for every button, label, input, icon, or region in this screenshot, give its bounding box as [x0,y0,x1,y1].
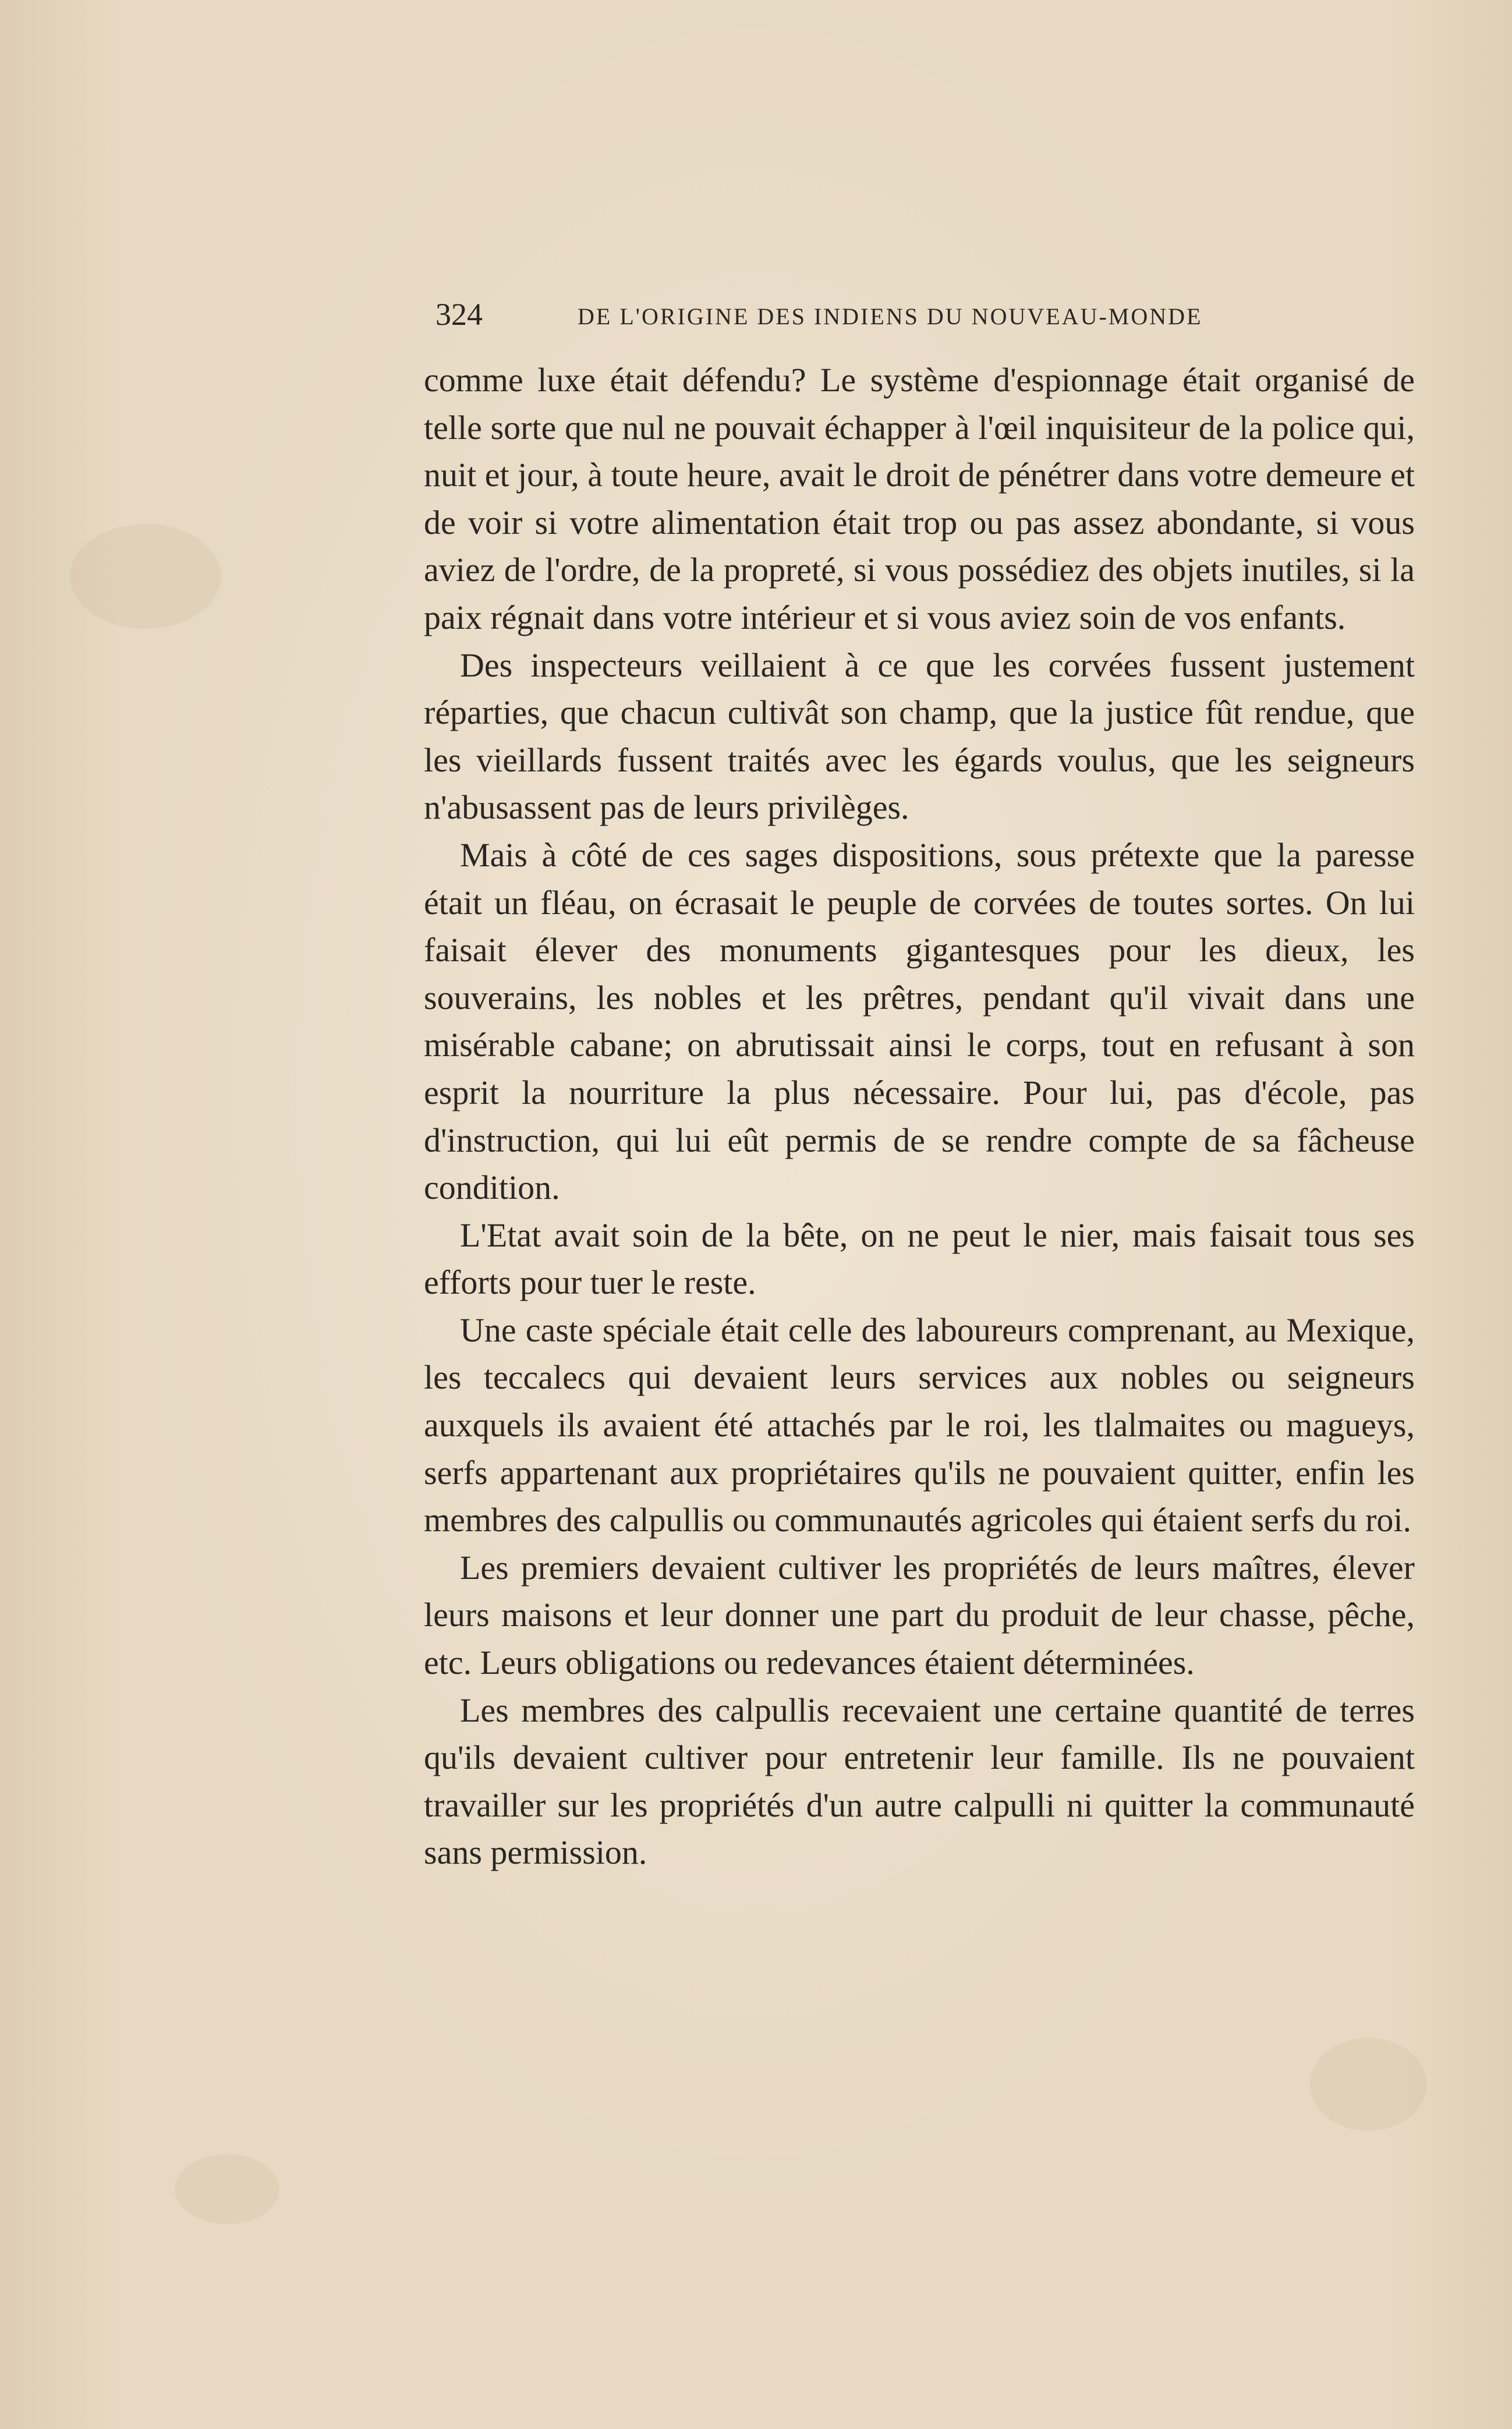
paragraph: Une caste spéciale était celle des laboureurs comprenant, au Mexique, les teccalecs qui devaient leurs services aux nobles ou seigneurs auxquels ils avaient été attachés par le roi, les tlalmaites ou magueys, serfs appartenant aux propriétaires qu'ils ne pouvaient quitter, enfin les membres des calpullis ou communautés agricoles qui étaient serfs du roi. [424,1311,1415,1539]
paragraph-continued: comme luxe était défendu? Le système d'espionnage était organisé de telle sorte que nul ne pouvait échapper à l'œil inquisiteur de la police qui, nuit et jour, à toute heure, avait le droit de pénétrer dans votre demeure et de voir si votre alimentation était trop ou pas assez abondante, si vous aviez de l'ordre, de la propreté, si vous possédiez des objets inutiles, si la paix régnait dans votre intérieur et si vous aviez soin de vos enfants. [424,361,1415,636]
paragraph: L'Etat avait soin de la bête, on ne peut le nier, mais faisait tous ses efforts pour tuer le reste. [424,1216,1415,1302]
paper-stain [70,524,221,629]
page-header [435,291,1402,338]
paper-stain [175,2154,279,2224]
paragraph: Mais à côté de ces sages dispositions, sous prétexte que la paresse était un fléau, on écrasait le peuple de corvées de toutes sortes. On lui faisait élever des monuments gigantesques pour les dieux, les souverains, les nobles et les prêtres, pendant qu'il vivait dans une misérable cabane; on abrutissait ainsi le corps, tout en refusant à son esprit la nourriture la plus nécessaire. Pour lui, pas d'école, pas d'instruction, qui lui eût permis de se rendre compte de sa fâcheuse condition. [424,835,1415,1207]
paragraph: Les membres des calpullis recevaient une certaine quantité de terres qu'ils devaient cultiver pour entretenir leur famille. Ils ne pouvaient travailler sur les propriétés d'un autre calpulli ni quitter la communauté sans permission. [424,1691,1415,1872]
paper-stain [1310,2038,1426,2131]
running-title: DE L'ORIGINE DES INDIENS DU NOUVEAU-MONDE [578,303,1203,330]
body-text [424,356,1415,1876]
paragraph: Les premiers devaient cultiver les propriétés de leurs maîtres, élever leurs maisons et leur donner une part du produit de leur chasse, pêche, etc. Leurs obligations ou redevances étaient déterminées. [424,1548,1415,1682]
page-number: 324 [435,297,483,332]
paragraph: Des inspecteurs veillaient à ce que les corvées fussent justement réparties, que chacun cultivât son champ, que la justice fût rendue, que les vieillards fussent traités avec les égards voulus, que les seigneurs n'abusassent pas de leurs privilèges. [424,646,1415,827]
